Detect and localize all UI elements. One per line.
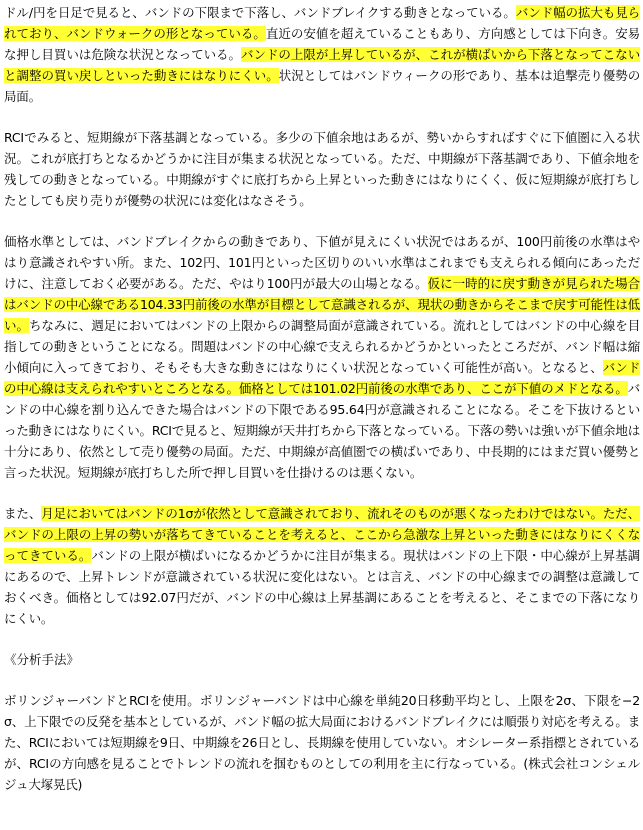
text-segment: ボリンジャーバンドとRCIを使用。ボリンジャーバンドは中心線を単純20日移動平均とし、上限を2σ、下限を−2σ、上下限での反発を基本としているが、バンド幅の拡大局面におけるバンドブレイクには順張り対応を考える。また、RCIにおいては短期線を9日、中期線を26日とし、長期線を使用していない。オシレーター系指標とされているが、RCIの方向感を見ることでトレンドの流れを掴むものとしての利用を主に行なっている。(株式会社コンシェルジュ大塚晃氏)	[4, 693, 640, 792]
paragraph-daily-bands	[4, 2, 640, 107]
paragraph-price-levels	[4, 231, 640, 483]
highlighted-text-segment: 月足においてはバンドの1σが依然として意識されており、流れそのものが悪くなったわけではない。ただ、バンドの上限の上昇の勢いが落ちてきていることを考えると、ここから急激な上昇といった動きにはなりにくくなってきている。	[4, 506, 640, 563]
text-segment: 状況としてはバンドウィークの形であり、基本は追撃売り優勢の局面。	[4, 68, 641, 104]
method-heading: 《分析手法》	[4, 652, 80, 667]
text-segment: ドル/円を日足で見ると、バンドの下限まで下落し、バンドブレイクする動きとなっている。	[4, 5, 516, 20]
highlighted-text-segment: バンドの中心線は支えられやすいところとなる。価格としては101.02円前後の水準であり、ここが下値のメドとなる。	[4, 360, 640, 396]
text-segment: また、	[4, 506, 42, 521]
text-segment: 価格水準としては、バンドブレイクからの動きであり、下値が見えにくい状況ではあるが、100円前後の水準はやはり意識されやすい所。また、102円、101円といった区切りのいい水準はこれまでも支えられる傾向にあっただけに、注意しておく必要がある。ただ、やはり100円が最大の山場となる。	[4, 234, 640, 291]
text-segment: バンドの中心線を割り込んできた場合はバンドの下限である95.64円が意識されることになる。そこを下抜けるといった動きにはなりにくい。RCIで見ると、短期線が天井打ちから下落となっている。下落の勢いは強いが下値余地は十分にあり、依然として売り優勢の局面。ただ、中期線が高値圏での横ばいであり、中長期的にはまだ買い優勢と言った状況。短期線が底打ちした所で押し目買いを仕掛けるのは悪くない。	[4, 381, 640, 480]
text-segment: ちなみに、週足においてはバンドの上限からの調整局面が意識されている。流れとしてはバンドの中心線を目指しての動きということになる。問題はバンドの中心線で支えられるかどうかといったところだが、バンド幅は縮小傾向に入ってきており、そもそも大きな動きにはなりにくい状況となっていく可能性が高い。となると、	[4, 318, 640, 375]
highlighted-text-segment: バンドの上限が上昇しているが、これが横ばいから下落となってこないと調整の買い戻しといった動きにはなりにくい。	[4, 47, 641, 83]
highlighted-text-segment: 仮に一時的に戻す動きが見られた場合はバンドの中心線である104.33円前後の水準が目標として意識されるが、現状の動きからそこまで戻す可能性は低い。	[4, 276, 640, 333]
paragraph-method	[4, 690, 640, 795]
text-segment: RCIでみると、短期線が下落基調となっている。多少の下値余地はあるが、勢いからすればすぐに下値圏に入る状況。これが底打ちとなるかどうかに注目が集まる状況となっている。ただ、中期線が下落基調であり、下値余地を残しての動きとなっている。中期線がすぐに底打ちから上昇といった動きにはなりにくく、仮に短期線が底打ちしたとしても戻り売りが優勢の状況には変化はなさそう。	[4, 130, 640, 208]
text-segment: バンドの上限が横ばいになるかどうかに注目が集まる。現状はバンドの上下限・中心線が上昇基調にあるので、上昇トレンドが意識されている状況に変化はない。とは言え、バンドの中心線までの調整は意識しておくべき。価格としては92.07円だが、バンドの中心線は上昇基調にあることを考えると、そこまでの下落になりにくい。	[4, 548, 641, 626]
highlighted-text-segment: バンド幅の拡大も見られており、バンドウォークの形となっている。	[4, 5, 640, 41]
text-segment: 直近の安値を超えていることもあり、方向感としては下向き。安易な押し目買いは危険な状況となっている。	[4, 26, 640, 62]
paragraph-monthly	[4, 503, 640, 629]
paragraph-daily-rci	[4, 127, 640, 211]
